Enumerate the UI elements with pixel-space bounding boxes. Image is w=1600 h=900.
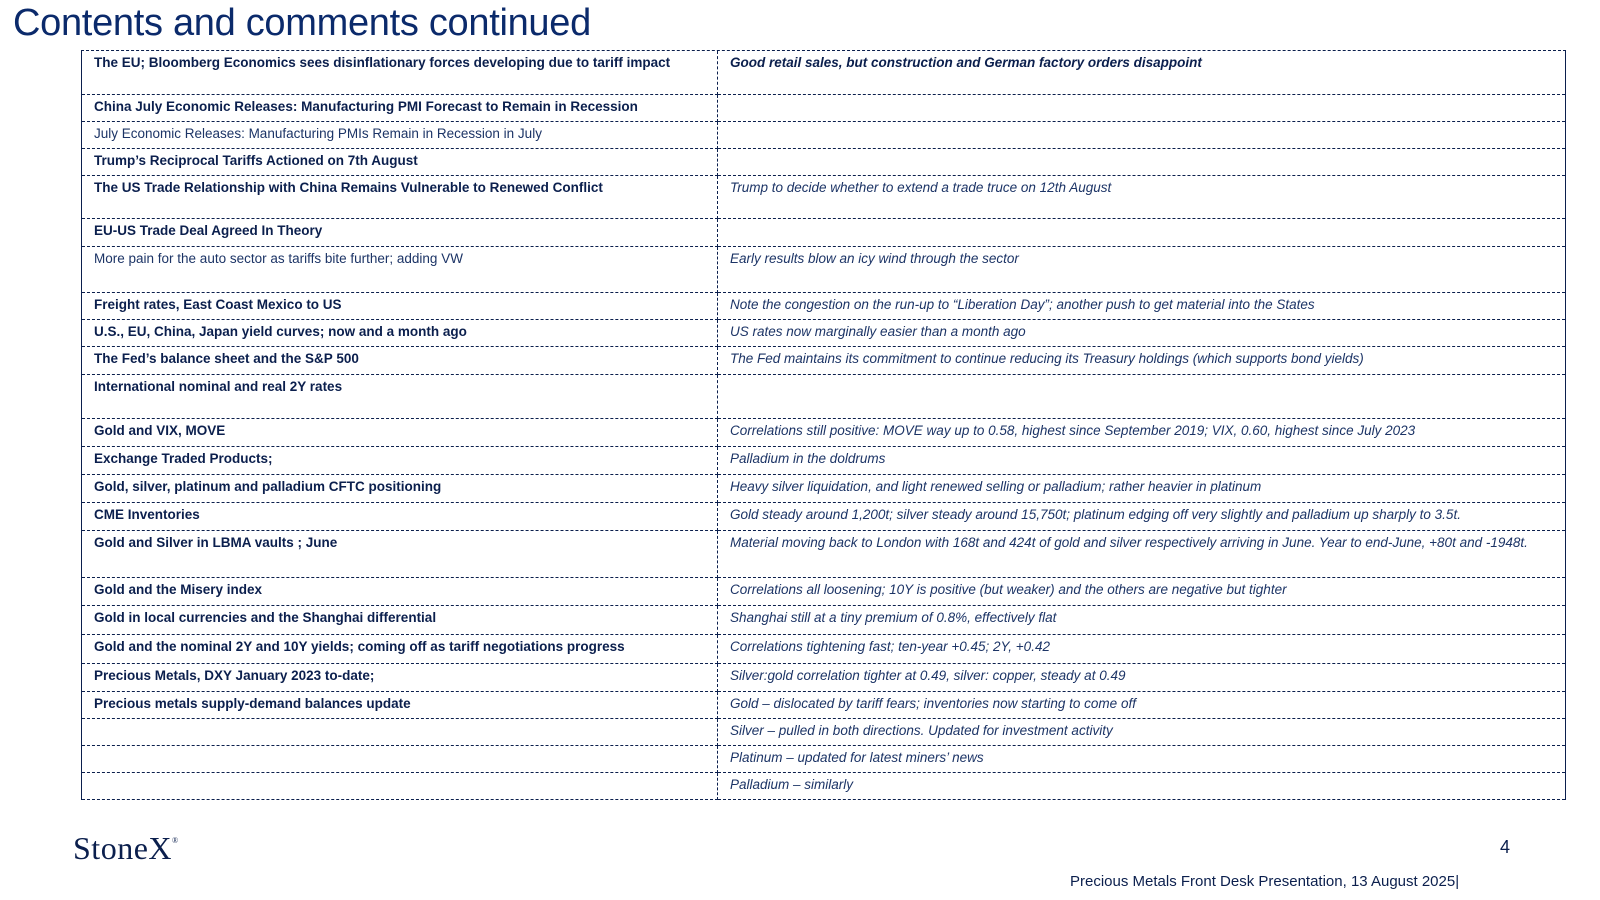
topic-cell: Gold and Silver in LBMA vaults ; June (82, 530, 718, 577)
comment-cell: Material moving back to London with 168t and 424t of gold and silver respectively arriving in June. Year to end-June, +80t and -1948t. (718, 530, 1566, 577)
comment-cell: The Fed maintains its commitment to continue reducing its Treasury holdings (which supports bond yields) (718, 346, 1566, 374)
topic-cell: Freight rates, East Coast Mexico to US (82, 292, 718, 319)
table-row (82, 418, 1565, 446)
topic-cell: CME Inventories (82, 502, 718, 530)
table-row (82, 634, 1565, 663)
comment-cell: Shanghai still at a tiny premium of 0.8%, effectively flat (718, 605, 1566, 634)
table-row (82, 94, 1565, 121)
logo-text: StoneX (73, 830, 172, 866)
page-title: Contents and comments continued (13, 2, 591, 44)
table-row (82, 446, 1565, 474)
comment-cell: Trump to decide whether to extend a trade truce on 12th August (718, 175, 1566, 218)
table-row (82, 346, 1565, 374)
table-row (82, 530, 1565, 577)
comment-cell: Correlations still positive: MOVE way up to 0.58, highest since September 2019; VIX, 0.60, highest since July 2023 (718, 418, 1566, 446)
comment-cell (718, 374, 1566, 418)
topic-cell: China July Economic Releases: Manufacturing PMI Forecast to Remain in Recession (82, 94, 718, 121)
comment-cell: Gold steady around 1,200t; silver steady around 15,750t; platinum edging off very slightly and palladium up sharply to 3.5t. (718, 502, 1566, 530)
table-row (82, 175, 1565, 218)
topic-cell: Precious Metals, DXY January 2023 to-date; (82, 663, 718, 691)
page-number: 4 (1500, 837, 1511, 857)
stonex-logo (73, 830, 179, 867)
table-row (82, 374, 1565, 418)
comment-cell: Gold – dislocated by tariff fears; inventories now starting to come off (718, 691, 1566, 718)
table-row (82, 772, 1565, 799)
topic-cell: Gold and the nominal 2Y and 10Y yields; coming off as tariff negotiations progress (82, 634, 718, 663)
table-row (82, 292, 1565, 319)
logo-registered-mark: ® (172, 836, 179, 845)
table-row (82, 577, 1565, 605)
table-row (82, 691, 1565, 718)
topic-cell: EU-US Trade Deal Agreed In Theory (82, 218, 718, 246)
table-row (82, 474, 1565, 502)
table-row (82, 718, 1565, 745)
table-row (82, 605, 1565, 634)
comment-cell: Palladium – similarly (718, 772, 1566, 799)
topic-cell: More pain for the auto sector as tariffs bite further; adding VW (82, 246, 718, 292)
footer-text: Precious Metals Front Desk Presentation, 13 August 2025| (1070, 873, 1460, 890)
topic-cell: Precious metals supply-demand balances update (82, 691, 718, 718)
topic-cell: Trump’s Reciprocal Tariffs Actioned on 7th August (82, 148, 718, 175)
comment-cell (718, 94, 1566, 121)
comment-cell: Silver – pulled in both directions. Updated for investment activity (718, 718, 1566, 745)
topic-cell: The Fed’s balance sheet and the S&P 500 (82, 346, 718, 374)
topic-cell: The US Trade Relationship with China Remains Vulnerable to Renewed Conflict (82, 175, 718, 218)
topic-cell: Exchange Traded Products; (82, 446, 718, 474)
table-row (82, 319, 1565, 346)
comment-cell: Silver:gold correlation tighter at 0.49, silver: copper, steady at 0.49 (718, 663, 1566, 691)
table-row (82, 745, 1565, 772)
table-row (82, 246, 1565, 292)
comment-cell: Correlations all loosening; 10Y is positive (but weaker) and the others are negative but tighter (718, 577, 1566, 605)
topic-cell: Gold in local currencies and the Shanghai differential (82, 605, 718, 634)
topic-cell: Gold and the Misery index (82, 577, 718, 605)
topic-cell: The EU; Bloomberg Economics sees disinflationary forces developing due to tariff impact (82, 51, 718, 94)
comment-cell: Heavy silver liquidation, and light renewed selling or palladium; rather heavier in platinum (718, 474, 1566, 502)
table-row (82, 218, 1565, 246)
comment-cell (718, 121, 1566, 148)
contents-table-body (82, 51, 1565, 799)
topic-cell (82, 772, 718, 799)
topic-cell: Gold, silver, platinum and palladium CFTC positioning (82, 474, 718, 502)
topic-cell: Gold and VIX, MOVE (82, 418, 718, 446)
comment-cell (718, 218, 1566, 246)
topic-cell (82, 718, 718, 745)
comment-cell: Platinum – updated for latest miners’ news (718, 745, 1566, 772)
comment-cell: Good retail sales, but construction and German factory orders disappoint (718, 51, 1566, 94)
table-row (82, 502, 1565, 530)
comment-cell (718, 148, 1566, 175)
comment-cell: Palladium in the doldrums (718, 446, 1566, 474)
comment-cell: Note the congestion on the run-up to “Liberation Day”; another push to get material into the States (718, 292, 1566, 319)
comment-cell: Early results blow an icy wind through the sector (718, 246, 1566, 292)
topic-cell: U.S., EU, China, Japan yield curves; now and a month ago (82, 319, 718, 346)
table-row (82, 663, 1565, 691)
table-row (82, 121, 1565, 148)
comment-cell: Correlations tightening fast; ten-year +0.45; 2Y, +0.42 (718, 634, 1566, 663)
topic-cell: International nominal and real 2Y rates (82, 374, 718, 418)
table-row (82, 51, 1565, 94)
topic-cell: July Economic Releases: Manufacturing PMIs Remain in Recession in July (82, 121, 718, 148)
comment-cell: US rates now marginally easier than a month ago (718, 319, 1566, 346)
contents-table (81, 50, 1566, 800)
topic-cell (82, 745, 718, 772)
table-row (82, 148, 1565, 175)
